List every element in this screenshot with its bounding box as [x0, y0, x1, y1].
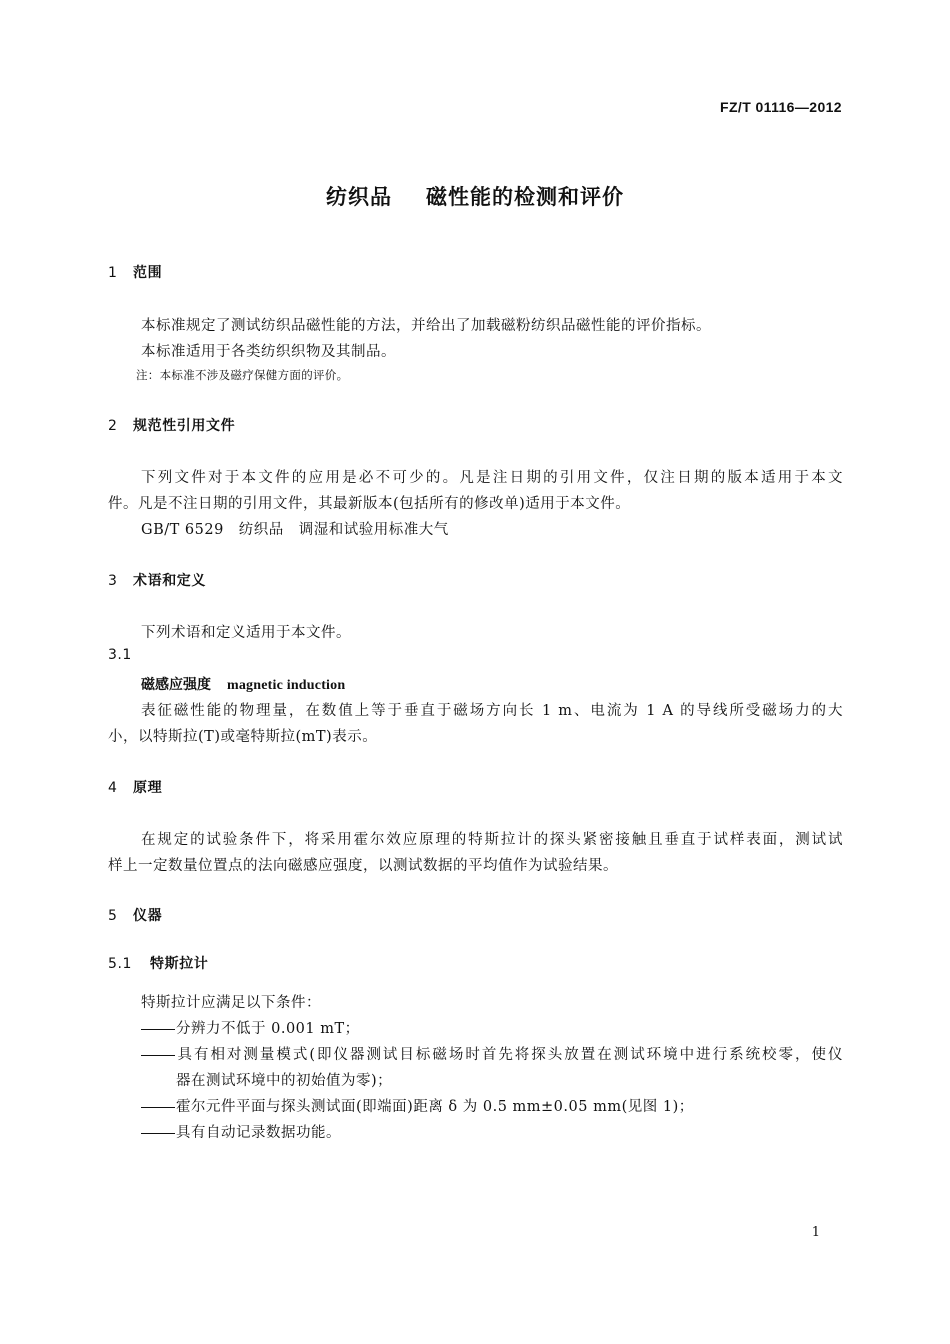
- section-number: 2: [108, 418, 118, 434]
- dash-marker: [141, 1133, 175, 1134]
- page-title: [0, 181, 950, 211]
- standard-code: FZ/T 01116—2012: [720, 99, 842, 115]
- section-4-paragraph-line-2: 样上一定数量位置点的法向磁感应强度，以测试数据的平均值作为试验结果。: [108, 858, 618, 874]
- title-part-2: 磁性能的检测和评价: [426, 185, 624, 209]
- subsection-title: 特斯拉计: [150, 956, 209, 972]
- section-2-heading: [108, 415, 235, 435]
- term-definition-line-1: 表征磁性能的物理量，在数值上等于垂直于磁场方向长 1 m、电流为 1 A 的导线所受磁场力的大: [141, 703, 843, 719]
- title-part-1: 纺织品: [326, 185, 392, 209]
- section-title: 仪器: [133, 908, 163, 924]
- subsection-number: 5.1: [108, 956, 133, 972]
- section-5-intro: 特斯拉计应满足以下条件：: [141, 995, 321, 1011]
- normative-reference: GB/T 6529 纺织品 调湿和试验用标准大气: [141, 522, 449, 538]
- section-title: 原理: [133, 780, 163, 796]
- section-number: 5: [108, 908, 118, 924]
- list-item-continuation: 器在测试环境中的初始值为零)；: [176, 1073, 393, 1089]
- list-item: [141, 1095, 694, 1116]
- section-title: 术语和定义: [133, 573, 206, 589]
- dash-marker: [141, 1107, 175, 1108]
- term-definition-line-2: 小，以特斯拉(T)或毫特斯拉(mT)表示。: [108, 729, 378, 745]
- page-number: 1: [811, 1225, 820, 1240]
- dash-marker: [141, 1029, 175, 1030]
- section-1-note: 注：本标准不涉及磁疗保健方面的评价。: [136, 368, 349, 382]
- subsection-5-1-heading: [108, 953, 208, 973]
- section-3-heading: [108, 570, 206, 590]
- list-item-text: 分辨力不低于 0.001 mT；: [176, 1021, 360, 1037]
- section-number: 4: [108, 780, 118, 796]
- term-entry: [141, 674, 345, 694]
- list-item-text: 具有相对测量模式(即仪器测试目标磁场时首先将探头放置在测试环境中进行系统校零，使仪: [176, 1047, 843, 1063]
- section-2-paragraph-line-2: 件。凡是不注日期的引用文件，其最新版本(包括所有的修改单)适用于本文件。: [108, 496, 631, 512]
- section-1-paragraph-1: 本标准规定了测试纺织品磁性能的方法，并给出了加载磁粉纺织品磁性能的评价指标。: [141, 318, 711, 334]
- list-item: [141, 1043, 843, 1064]
- list-item-text: 霍尔元件平面与探头测试面(即端面)距离 δ 为 0.5 mm±0.05 mm(见图 1)；: [176, 1099, 694, 1115]
- section-title: 范围: [133, 265, 163, 281]
- term-chinese: 磁感应强度: [141, 677, 211, 693]
- section-1-heading: [108, 262, 162, 282]
- section-number: 1: [108, 265, 118, 281]
- list-item-text: 具有自动记录数据功能。: [176, 1125, 341, 1141]
- section-1-paragraph-2: 本标准适用于各类纺织织物及其制品。: [141, 344, 396, 360]
- section-4-paragraph-line-1: 在规定的试验条件下，将采用霍尔效应原理的特斯拉计的探头紧密接触且垂直于试样表面，测试试: [141, 832, 843, 848]
- list-item: [141, 1017, 360, 1038]
- section-number: 3: [108, 573, 118, 589]
- list-item: [141, 1121, 341, 1142]
- section-3-paragraph-1: 下列术语和定义适用于本文件。: [141, 625, 351, 641]
- section-4-heading: [108, 777, 162, 797]
- dash-marker: [141, 1055, 175, 1056]
- section-5-heading: [108, 905, 162, 925]
- subsection-3-1-number: 3.1: [108, 647, 132, 663]
- section-2-paragraph-line-1: 下列文件对于本文件的应用是必不可少的。凡是注日期的引用文件，仅注日期的版本适用于本文: [141, 470, 843, 486]
- term-english: magnetic induction: [227, 678, 346, 693]
- section-title: 规范性引用文件: [133, 418, 236, 434]
